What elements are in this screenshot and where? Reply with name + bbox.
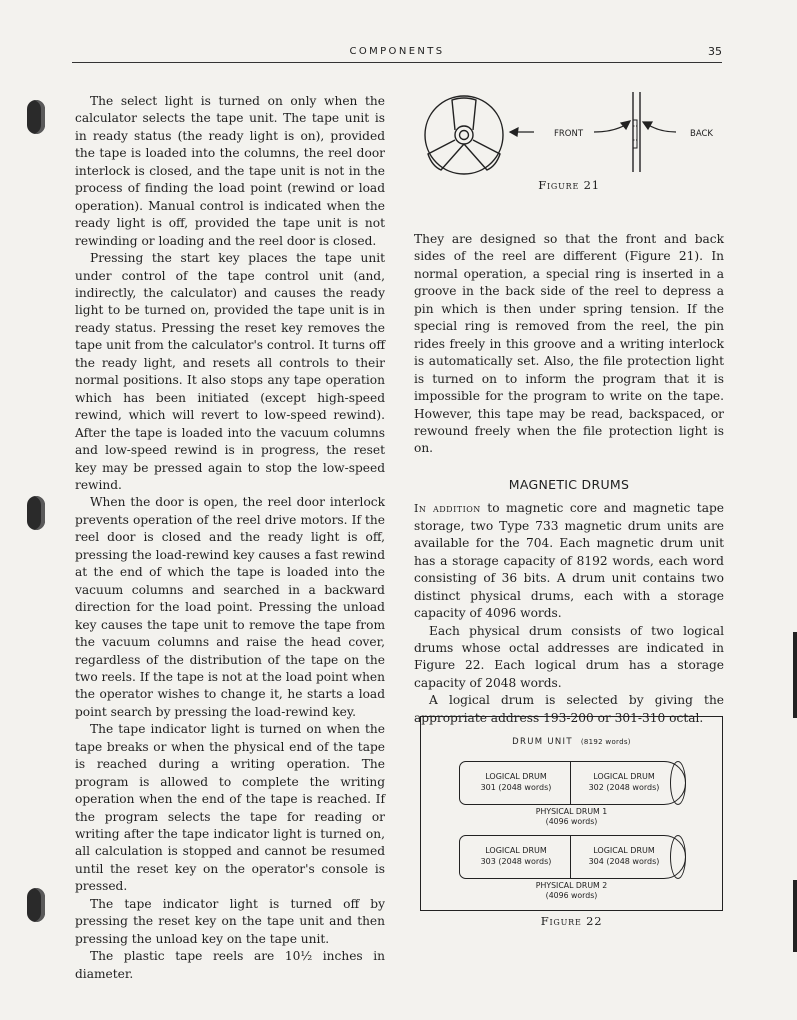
- logical-drum-title: LOGICAL DRUM: [593, 772, 655, 781]
- back-label: BACK: [690, 129, 714, 139]
- section-heading: MAGNETIC DRUMS: [508, 476, 630, 492]
- physical-drum-2: [459, 835, 686, 879]
- logical-drum-divider: [570, 762, 571, 804]
- physical-drum-title: PHYSICAL DRUM 2: [535, 881, 608, 890]
- logical-drum-address: 301 (2048 words): [480, 783, 552, 792]
- reel-front-view: [425, 96, 503, 174]
- arrow-back: [643, 122, 676, 132]
- drum-unit-title: DRUM UNIT: [512, 737, 573, 747]
- logical-drum-303: [466, 845, 566, 867]
- paragraph: The tape indicator light is turned off by pressing the reset key on the tape unit and then pressing the unload key on the tape unit.: [75, 896, 385, 946]
- binder-hole-top: [27, 100, 45, 134]
- front-label: FRONT: [554, 129, 584, 139]
- logical-drum-304: [574, 845, 674, 867]
- drum-unit-label: [421, 737, 722, 747]
- reel-side-view: [633, 92, 640, 172]
- lead-in: In addition: [414, 502, 481, 516]
- arrow-front: [510, 128, 534, 136]
- left-column: [75, 93, 385, 983]
- physical-drum-1-label: [421, 807, 722, 827]
- binder-hole-middle: [27, 496, 45, 530]
- paragraph: They are designed so that the front and back sides of the reel are different (Figure 21). In normal operation, a special ring is inserted in a groove in the back side of the reel to depress a pin which is then under spring tension. If the special ring is removed from the reel, the pin rides freely in this groove and a writing interlock is automatically set. Also, the file protection light is turned on to inform the program that it is impossible for the program to write on the tape. However, this tape may be read, backspaced, or rewound freely when the file protection light is on.: [414, 232, 724, 456]
- paragraph: The select light is turned on only when the calculator selects the tape unit. The tape unit is in ready status (the ready light is on), provided the tape is loaded into the columns, the reel door interlock is closed, and the tape unit is not in the process of finding the load point (rewind or load operation). Manual control is indicated when the ready light is off, provided the tape unit is not rewinding or loading and the reel door is closed.: [75, 94, 385, 248]
- page-number: 35: [708, 45, 722, 58]
- binder-hole-bottom: [27, 888, 45, 922]
- physical-drum-1: [459, 761, 686, 805]
- physical-drum-title: PHYSICAL DRUM 1: [535, 807, 608, 816]
- figure-22-caption: Figure 22: [540, 914, 603, 928]
- logical-drum-title: LOGICAL DRUM: [485, 772, 547, 781]
- figure-22-drum-diagram: [420, 716, 723, 911]
- running-header: [72, 46, 722, 63]
- logical-drum-divider: [570, 836, 571, 878]
- logical-drum-address: 303 (2048 words): [480, 857, 552, 866]
- paragraph: When the door is open, the reel door interlock prevents operation of the reel drive motors. If the reel door is closed and the ready light is off, pressing the load-rewind key causes a fast rewind at the end of which the tape is loaded into the vacuum columns and searched in a backward direction for the load point. Pressing the unload key causes the tape unit to remove the tape from the vacuum columns and raise the head cover, regardless of the distribution of the tape on the two reels. If the tape is not at the load point when the operator wishes to change it, he starts a load point search by pressing the load-rewind key.: [75, 495, 385, 719]
- arrow-to-reel: [594, 121, 630, 132]
- logical-drum-address: 302 (2048 words): [588, 783, 660, 792]
- paragraph-body: to magnetic core and magnetic tape storage, two Type 733 magnetic drum units are available for the 704. Each magnetic drum unit has a storage capacity of 8192 words, each word consisting of 36 bits. A drum unit contains two distinct physical drums, each with a storage capacity of 4096 words.: [414, 501, 724, 621]
- paragraph: Pressing the start key places the tape unit under control of the tape control unit (and, indirectly, the calculator) and causes the ready light to be turned on, provided the tape unit is in ready status. Pressing the reset key removes the tape unit from the calculator's control. It turns off the ready light, and resets all controls to their normal positions. It also stops any tape operation which has been initiated (except high-speed rewind, which will revert to low-speed rewind). After the tape is loaded into the vacuum columns and low-speed rewind is in progress, the reset key may be pressed again to stop the low-speed rewind.: [75, 251, 385, 492]
- page-edge-mark: [793, 632, 797, 718]
- logical-drum-title: LOGICAL DRUM: [593, 846, 655, 855]
- right-column: [414, 231, 724, 727]
- physical-drum-words: (4096 words): [545, 817, 598, 826]
- physical-drum-2-label: [421, 881, 722, 901]
- logical-drum-title: LOGICAL DRUM: [485, 846, 547, 855]
- logical-drum-address: 304 (2048 words): [588, 857, 660, 866]
- physical-drum-words: (4096 words): [545, 891, 598, 900]
- logical-drum-301: [466, 771, 566, 793]
- header-title: COMPONENTS: [349, 46, 445, 57]
- paragraph: [414, 500, 724, 622]
- paragraph: The tape indicator light is turned on when the tape breaks or when the physical end of the tape is reached during a writing operation. The program is allowed to complete the writing operation when the end of the tape is reached. If the program selects the tape for reading or writing after the tape indicator light is turned on, all calculation is stopped and cannot be resumed until the reset key on the operator's console is pressed.: [75, 722, 385, 894]
- paragraph: A logical drum is selected by giving the appropriate address 193-200 or 301-310 octal.: [414, 693, 724, 725]
- figure-21-caption: Figure 21: [538, 178, 600, 192]
- page-edge-mark: [793, 880, 797, 952]
- figure-21: [414, 88, 724, 198]
- paragraph: Each physical drum consists of two logical drums whose octal addresses are indicated in Figure 22. Each logical drum has a storage capacity of 2048 words.: [414, 623, 724, 690]
- logical-drum-302: [574, 771, 674, 793]
- paragraph: The plastic tape reels are 10½ inches in diameter.: [75, 949, 385, 981]
- drum-unit-words: (8192 words): [580, 738, 631, 746]
